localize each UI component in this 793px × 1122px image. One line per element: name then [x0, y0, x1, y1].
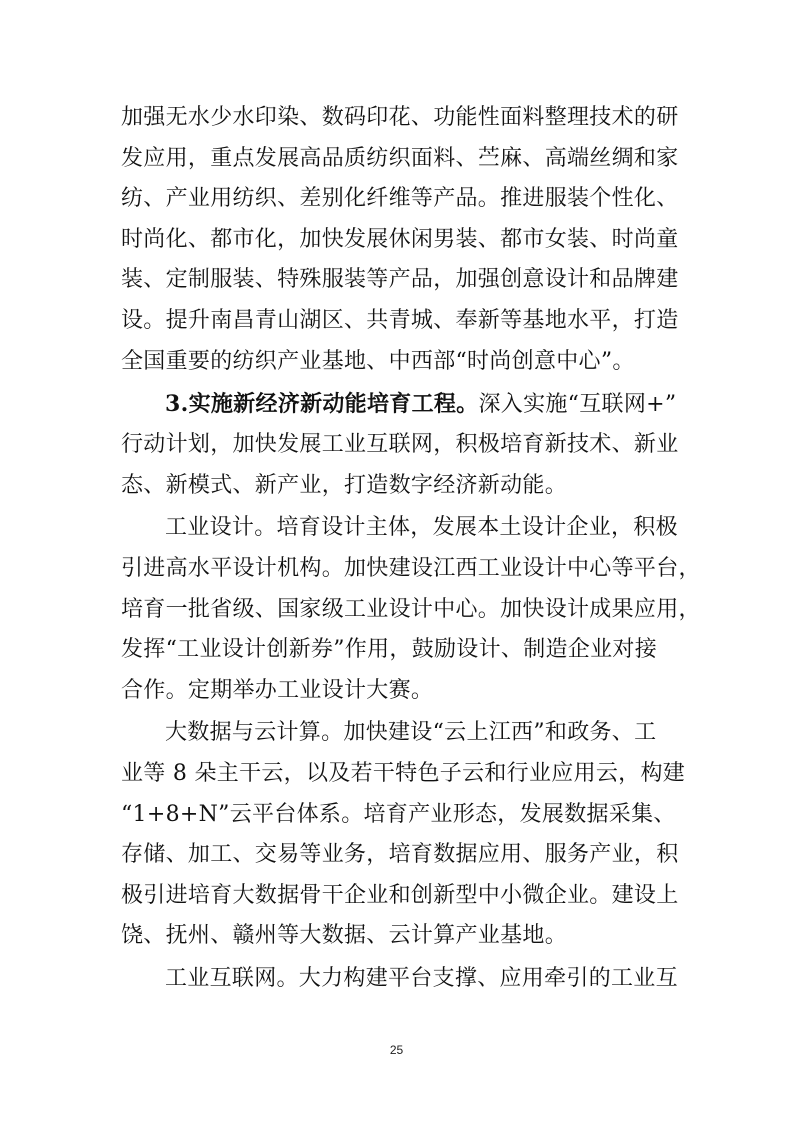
text-line: 行动计划，加快发展工业互联网，积极培育新技术、新业	[121, 431, 679, 457]
text-line: 工业互联网。大力构建平台支撑、应用牵引的工业互	[165, 966, 678, 992]
text-line	[121, 384, 681, 425]
page-number: 25	[389, 1043, 404, 1057]
text-line: 培育一批省级、国家级工业设计中心。加快设计成果应用，	[121, 596, 701, 622]
text-line: 装、定制服装、特殊服装等产品，加强创意设计和品牌建	[121, 267, 679, 293]
text-line: 合作。定期举办工业设计大赛。	[121, 677, 434, 703]
text-line: 大数据与云计算。加快建设“云上江西”和政务、工	[165, 720, 657, 746]
text-line: 加强无水少水印染、数码印花、功能性面料整理技术的研	[121, 105, 679, 130]
text-line: 工业设计。培育设计主体，发展本土设计企业，积极	[165, 515, 678, 541]
text-line: 极引进培育大数据骨干企业和创新型中小微企业。建设上	[121, 882, 679, 908]
text-line: “1+8+N”云平台体系。培育产业形态，发展数据采集、	[121, 801, 676, 827]
text-line: 饶、抚州、赣州等大数据、云计算产业基地。	[121, 923, 568, 949]
body-text	[121, 98, 701, 1000]
text-line: 存储、加工、交易等业务，培育数据应用、服务产业，积	[121, 842, 679, 868]
paragraph-big-data	[121, 713, 686, 957]
text-line: 时尚化、都市化，加快发展休闲男装、都市女装、时尚童	[121, 226, 679, 252]
paragraph-industrial-design	[121, 508, 701, 711]
text-line: 态、新模式、新产业，打造数字经济新动能。	[121, 472, 568, 498]
paragraph-industrial-internet	[121, 959, 681, 1000]
section-heading: 3.实施新经济新动能培育工程。	[165, 391, 479, 418]
paragraph-textile	[121, 98, 681, 382]
text-line: 发应用，重点发展高品质纺织面料、苎麻、高端丝绸和家	[121, 145, 679, 171]
paragraph-new-economy	[121, 384, 681, 506]
text-line: 业等 8 朵主干云，以及若干特色子云和行业应用云，构建	[121, 761, 686, 787]
text-line: 发挥“工业设计创新券”作用，鼓励设计、制造企业对接	[121, 637, 657, 663]
text-line: 设。提升南昌青山湖区、共青城、奉新等基地水平，打造	[121, 307, 679, 333]
text-line: 引进高水平设计机构。加快建设江西工业设计中心等平台，	[121, 555, 701, 581]
text-line: 纺、产业用纺织、差别化纤维等产品。推进服装个性化、	[121, 186, 679, 212]
text-line: 全国重要的纺织产业基地、中西部“时尚创意中心”。	[121, 348, 635, 374]
heading-continuation: 深入实施“互联网+”	[478, 392, 677, 418]
